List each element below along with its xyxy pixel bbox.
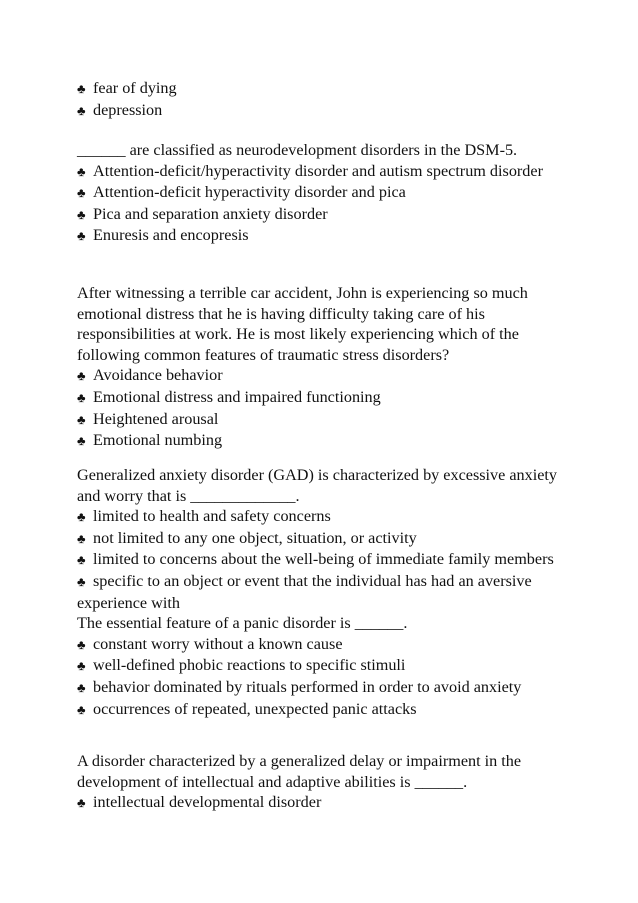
question-block [77,751,572,814]
option: ♣ intellectual developmental disorder [77,792,572,814]
question-text: A disorder characterized by a generalized delay or impairment in the development of intellectual and adaptive abilities is ______. [77,752,522,791]
option: ♣ limited to health and safety concerns [77,506,572,528]
question-block [77,465,572,720]
option: ♣ occurrences of repeated, unexpected panic attacks [77,699,572,721]
option: ♣ Attention-deficit/hyperactivity disorder and autism spectrum disorder [77,161,572,183]
club-bullet-icon: ♣ [77,530,86,546]
question-text: Generalized anxiety disorder (GAD) is characterized by excessive anxiety and worry that is _____________. [77,466,558,505]
club-bullet-icon: ♣ [77,701,86,717]
question-text: After witnessing a terrible car accident, John is experiencing so much emotional distress that he is having difficulty taking care of his responsibilities at work. He is most likely experiencing which of the following common features of traumatic stress disorders? [77,284,528,364]
option: ♣ behavior dominated by rituals performed in order to avoid anxiety [77,677,572,699]
option: ♣ fear of dying [77,78,572,100]
club-bullet-icon: ♣ [77,411,86,427]
club-bullet-icon: ♣ [77,658,86,674]
club-bullet-icon: ♣ [77,81,86,96]
option: ♣ limited to concerns about the well-being of immediate family members [77,549,572,571]
question-text: The essential feature of a panic disorder is ______. [77,614,408,633]
club-bullet-icon: ♣ [77,185,86,201]
option: ♣ Heightened arousal [77,409,572,431]
club-bullet-icon: ♣ [77,636,86,652]
club-bullet-icon: ♣ [77,368,86,384]
club-bullet-icon: ♣ [77,552,86,568]
option: ♣ Attention-deficit hyperactivity disorder and pica [77,182,572,204]
option: ♣ constant worry without a known cause [77,634,572,656]
club-bullet-icon: ♣ [77,389,86,405]
club-bullet-icon: ♣ [77,509,86,525]
club-bullet-icon: ♣ [77,795,86,811]
club-bullet-icon: ♣ [77,573,86,589]
option: ♣ not limited to any one object, situation, or activity [77,528,572,550]
question-text: ______ are classified as neurodevelopment disorders in the DSM-5. [77,141,518,159]
option: ♣ Emotional numbing [77,430,572,452]
option: ♣ Emotional distress and impaired functioning [77,387,572,409]
club-bullet-icon: ♣ [77,163,86,179]
club-bullet-icon: ♣ [77,228,86,244]
option: ♣ depression [77,100,572,122]
question-block-continued [77,78,572,121]
option: ♣ Enuresis and encopresis [77,225,572,247]
option: ♣ Pica and separation anxiety disorder [77,204,572,226]
option: ♣ Avoidance behavior [77,365,572,387]
question-block [77,283,572,452]
club-bullet-icon: ♣ [77,102,86,118]
club-bullet-icon: ♣ [77,206,86,222]
question-block [77,140,572,247]
option: ♣ well-defined phobic reactions to specific stimuli [77,655,572,677]
club-bullet-icon: ♣ [77,679,86,695]
option: ♣ specific to an object or event that the individual has had an aversive experience with [77,571,532,612]
club-bullet-icon: ♣ [77,433,86,449]
